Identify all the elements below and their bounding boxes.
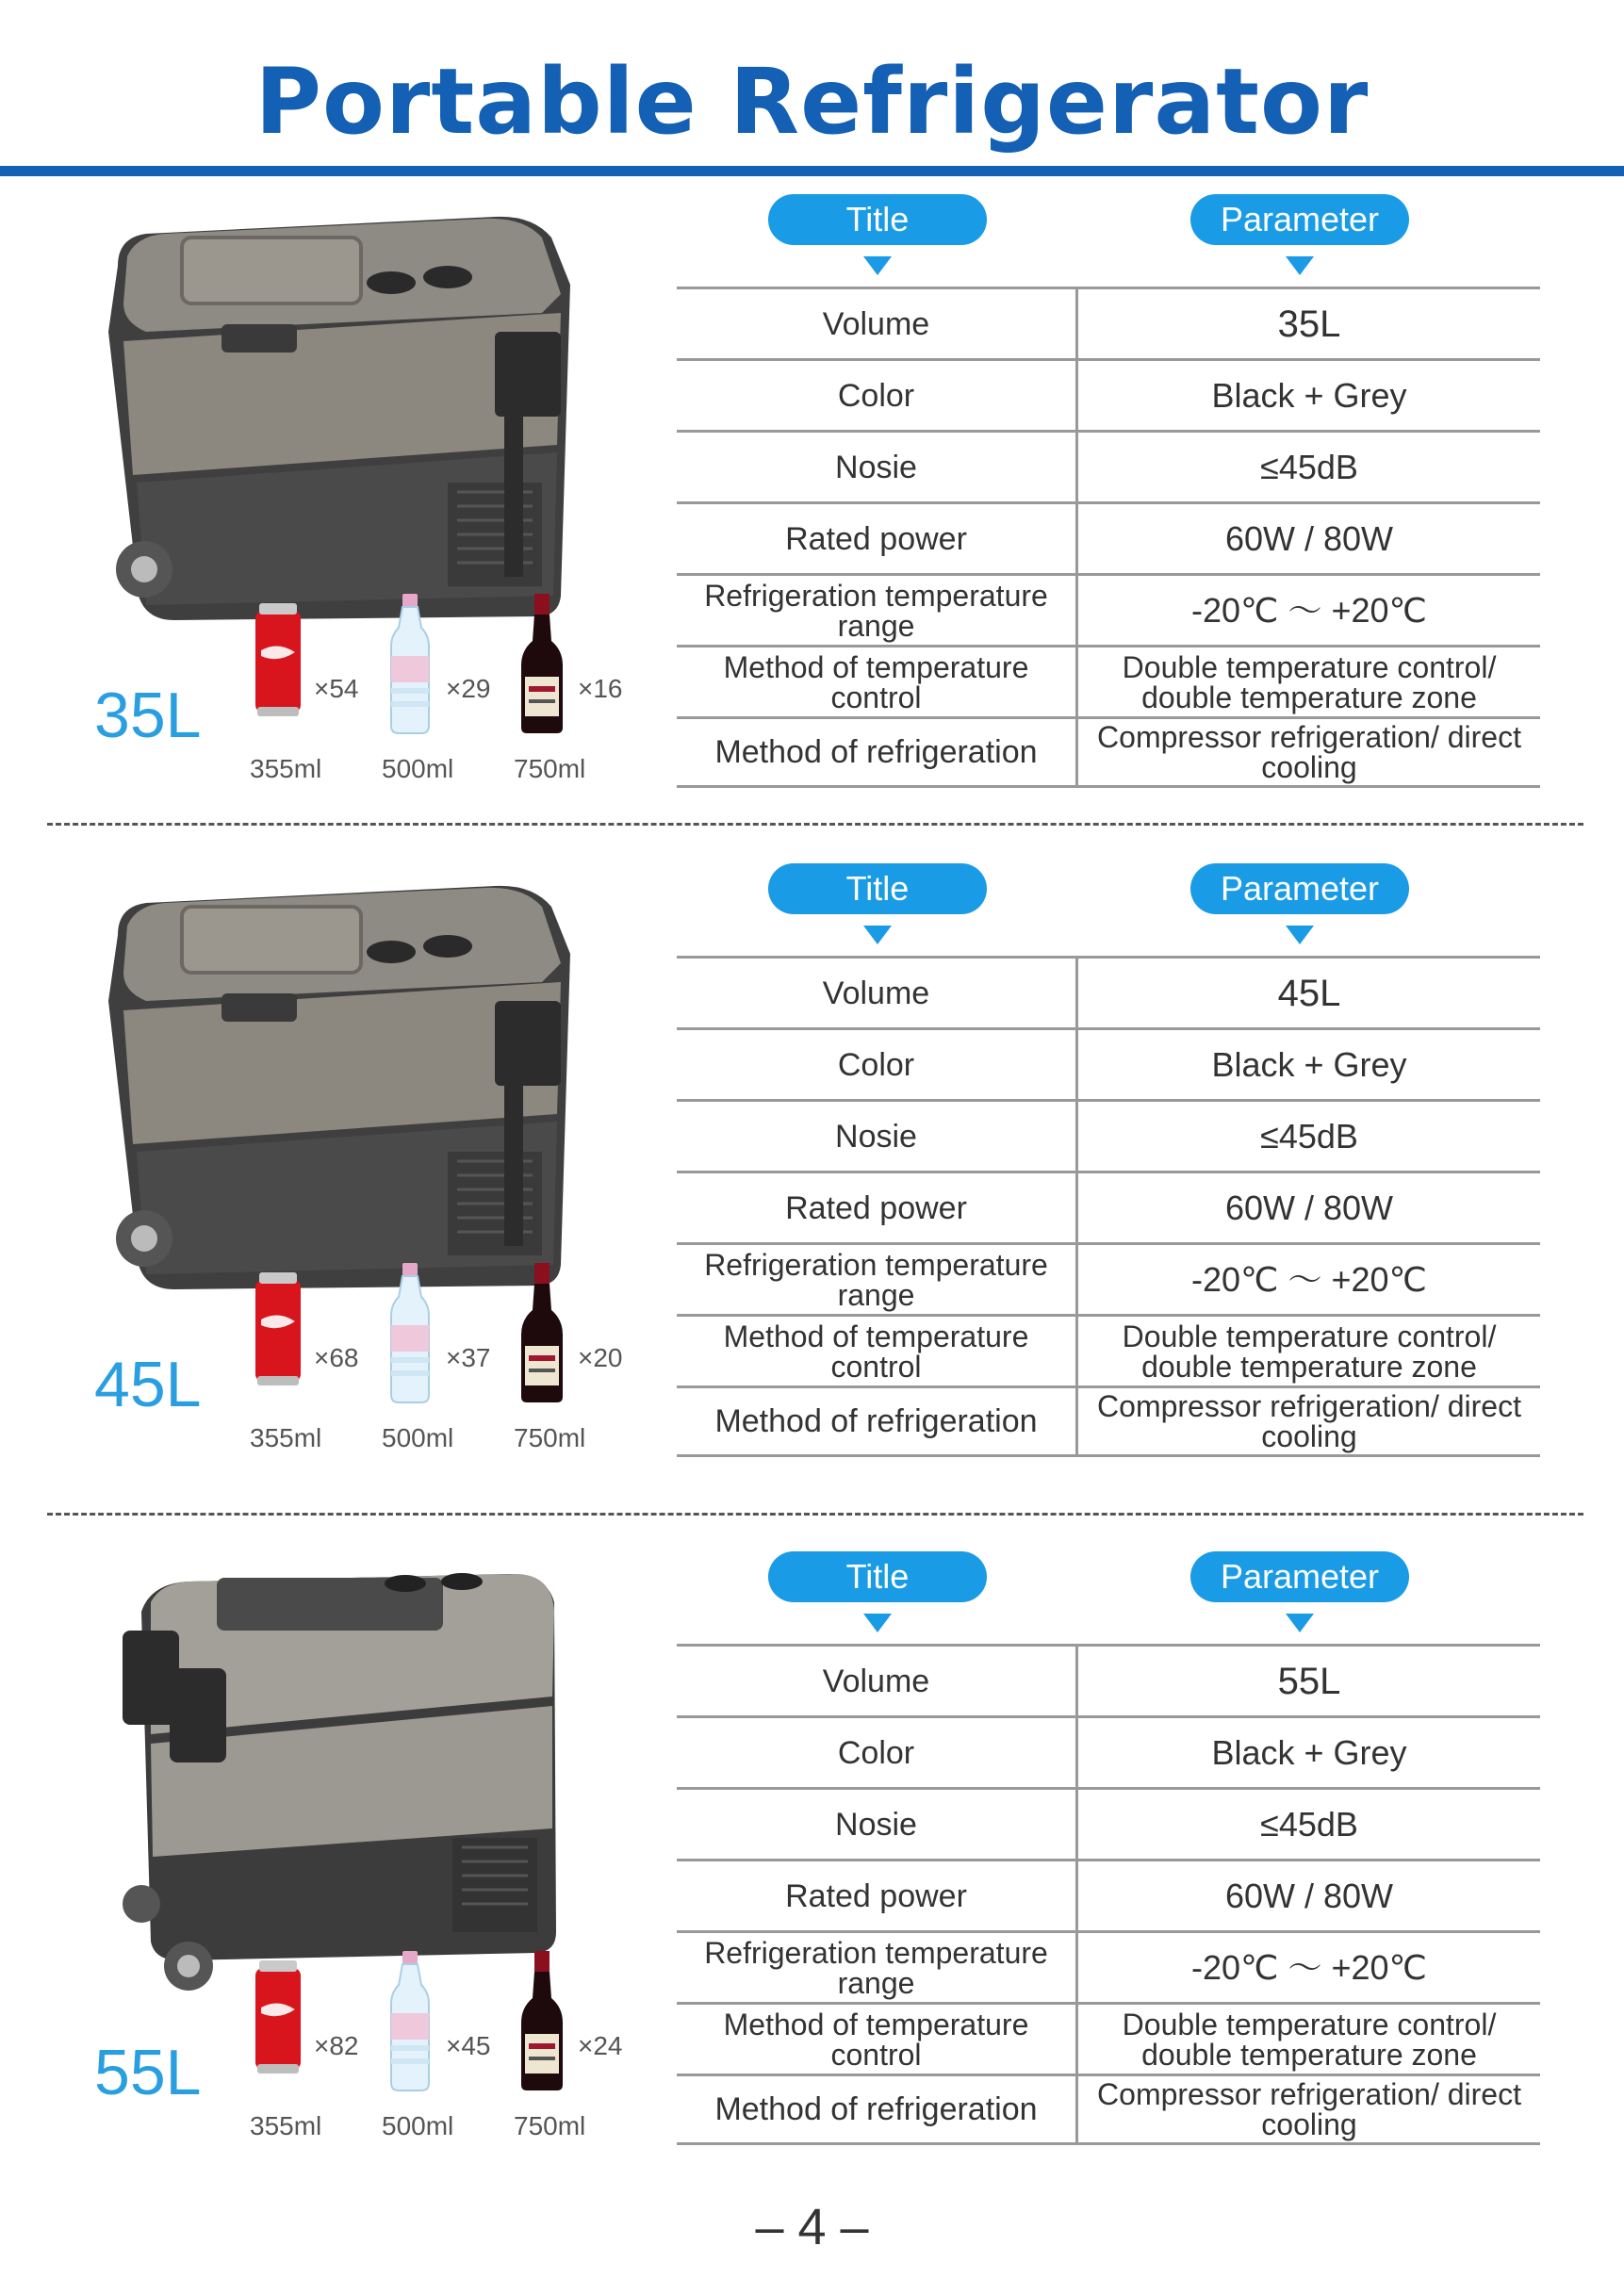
spec-key: Refrigeration temperature range (677, 1933, 1078, 2002)
spec-row (677, 956, 1540, 1027)
wine-bottle-icon (514, 1263, 570, 1404)
wine-count: ×24 (578, 2031, 623, 2060)
spec-key: Color (677, 1718, 1078, 1787)
spec-row (677, 1099, 1540, 1171)
can-count: ×82 (314, 2031, 359, 2060)
spec-value: -20℃ ～ +20℃ (1191, 1259, 1427, 1299)
cola-can-icon (250, 1263, 306, 1395)
spec-key: Rated power (677, 1861, 1078, 1930)
spec-row (677, 430, 1540, 501)
parameter-header-pill: Parameter (1190, 1551, 1409, 1602)
spec-row (677, 1385, 1540, 1457)
wine-capacity (514, 594, 646, 811)
capacity-label: 55L (94, 2037, 202, 2108)
spec-row (677, 1930, 1540, 2002)
title-header-pill: Title (768, 863, 987, 914)
product-section-55l (0, 1546, 1624, 2205)
wine-count: ×20 (578, 1343, 623, 1372)
spec-value: 60W / 80W (1224, 1188, 1394, 1227)
spec-value: Black + Grey (1211, 1044, 1407, 1084)
can-capacity (250, 1263, 382, 1480)
water-count: ×45 (446, 2031, 491, 2060)
spec-row (677, 716, 1540, 788)
cola-can-icon (250, 1951, 306, 2083)
can-capacity (250, 594, 382, 811)
spec-row (677, 1644, 1540, 1715)
spec-value: -20℃ ～ +20℃ (1191, 590, 1427, 630)
wine-count: ×16 (578, 674, 623, 703)
spec-key: Rated power (677, 504, 1078, 573)
wine-size: 750ml (514, 754, 586, 783)
spec-row (677, 1715, 1540, 1787)
spec-value: 60W / 80W (1224, 518, 1394, 558)
parameter-header-pill: Parameter (1190, 194, 1409, 245)
spec-table (677, 1644, 1540, 2145)
spec-key: Nosie (677, 1102, 1078, 1171)
triangle-down-icon (863, 926, 892, 944)
spec-row (677, 2074, 1540, 2145)
spec-key: Volume (677, 289, 1078, 358)
water-capacity (382, 1263, 514, 1480)
spec-key: Rated power (677, 1173, 1078, 1242)
can-count: ×68 (314, 1343, 359, 1372)
spec-key: Color (677, 361, 1078, 430)
spec-row (677, 501, 1540, 573)
triangle-down-icon (1286, 256, 1314, 275)
spec-key: Method of temperature control (677, 1317, 1078, 1385)
spec-key: Refrigeration temperature range (677, 576, 1078, 645)
spec-table (677, 287, 1540, 788)
spec-value: Compressor refrigeration/ direct cooling (1097, 720, 1521, 784)
can-capacity (250, 1951, 382, 2168)
spec-value: ≤45dB (1260, 1804, 1358, 1844)
spec-key: Method of refrigeration (677, 2076, 1078, 2142)
spec-value: Compressor refrigeration/ direct cooling (1097, 1389, 1521, 1453)
spec-row (677, 1027, 1540, 1099)
triangle-down-icon (863, 1614, 892, 1632)
water-bottle-icon (382, 594, 438, 735)
spec-value: ≤45dB (1260, 1116, 1358, 1156)
cola-can-icon (250, 594, 306, 726)
triangle-down-icon (1286, 1614, 1314, 1632)
spec-key: Volume (677, 1647, 1078, 1715)
page-number: – 4 – (755, 2199, 869, 2255)
can-size: 355ml (250, 754, 322, 783)
spec-key: Nosie (677, 433, 1078, 501)
spec-key: Method of refrigeration (677, 1388, 1078, 1454)
parameter-header-pill: Parameter (1190, 863, 1409, 914)
spec-row (677, 358, 1540, 430)
fridge-image (90, 869, 617, 1303)
spec-row (677, 1171, 1540, 1242)
wine-bottle-icon (514, 1951, 570, 2092)
wine-capacity (514, 1263, 646, 1480)
spec-row (677, 645, 1540, 716)
title-header-pill: Title (768, 194, 987, 245)
water-size: 500ml (382, 754, 454, 783)
spec-key: Refrigeration temperature range (677, 1245, 1078, 1314)
spec-key: Nosie (677, 1790, 1078, 1859)
spec-value: Black + Grey (1211, 375, 1407, 415)
fridge-image (113, 1555, 575, 1998)
spec-value: 35L (1277, 303, 1341, 345)
capacity-label: 35L (94, 680, 202, 751)
spec-key: Method of temperature control (677, 2005, 1078, 2074)
title-underline (0, 166, 1624, 176)
spec-key: Method of refrigeration (677, 719, 1078, 785)
spec-key: Method of temperature control (677, 648, 1078, 716)
page-title: Portable Refrigerator (254, 49, 1370, 155)
spec-value: 55L (1277, 1660, 1341, 1702)
spec-value: Black + Grey (1211, 1732, 1407, 1772)
wine-size: 750ml (514, 1423, 586, 1452)
spec-table (677, 956, 1540, 1457)
wine-capacity (514, 1951, 646, 2168)
spec-value: -20℃ ～ +20℃ (1191, 1947, 1427, 1987)
spec-row (677, 1859, 1540, 1930)
spec-key: Volume (677, 959, 1078, 1027)
spec-key: Color (677, 1030, 1078, 1099)
spec-row (677, 2002, 1540, 2074)
spec-value: ≤45dB (1260, 447, 1358, 486)
spec-value: 60W / 80W (1224, 1876, 1394, 1915)
wine-bottle-icon (514, 594, 570, 735)
product-section-45l (0, 858, 1624, 1517)
water-size: 500ml (382, 2111, 454, 2140)
water-bottle-icon (382, 1263, 438, 1404)
wine-size: 750ml (514, 2111, 586, 2140)
water-count: ×37 (446, 1343, 491, 1372)
spec-row (677, 1242, 1540, 1314)
spec-value: Double temperature control/ double temperature zone (1122, 649, 1497, 714)
can-size: 355ml (250, 2111, 322, 2140)
can-size: 355ml (250, 1423, 322, 1452)
can-count: ×54 (314, 674, 359, 703)
product-section-35l (0, 189, 1624, 848)
water-bottle-icon (382, 1951, 438, 2092)
water-capacity (382, 1951, 514, 2168)
water-capacity (382, 594, 514, 811)
water-size: 500ml (382, 1423, 454, 1452)
spec-value: 45L (1277, 972, 1341, 1014)
title-header-pill: Title (768, 1551, 987, 1602)
triangle-down-icon (863, 256, 892, 275)
triangle-down-icon (1286, 926, 1314, 944)
spec-row (677, 1787, 1540, 1859)
capacity-label: 45L (94, 1349, 202, 1420)
spec-value: Compressor refrigeration/ direct cooling (1097, 2077, 1521, 2141)
spec-value: Double temperature control/ double temperature zone (1122, 1319, 1497, 1384)
spec-row (677, 573, 1540, 645)
spec-row (677, 1314, 1540, 1385)
spec-value: Double temperature control/ double temperature zone (1122, 2007, 1497, 2072)
spec-row (677, 287, 1540, 358)
water-count: ×29 (446, 674, 491, 703)
fridge-image (90, 200, 617, 633)
